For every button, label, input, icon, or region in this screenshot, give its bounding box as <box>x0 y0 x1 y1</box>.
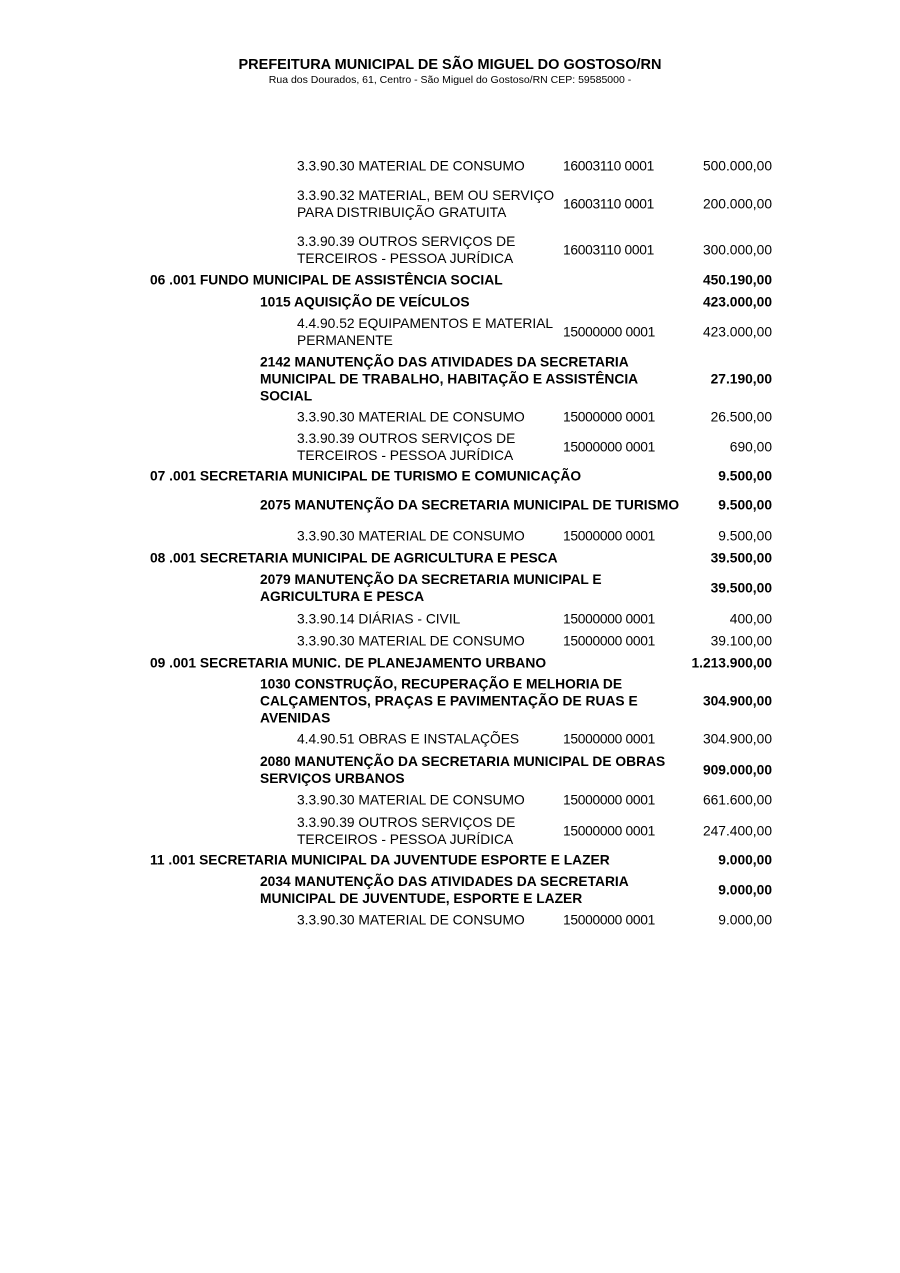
row-source: 15000000 0001 <box>563 611 656 626</box>
row-source: 15000000 0001 <box>563 731 656 747</box>
table-row <box>0 313 900 351</box>
row-value: 9.500,00 <box>718 468 772 484</box>
table-row <box>0 231 900 269</box>
table-row <box>0 406 900 428</box>
row-description: 4.4.90.52 EQUIPAMENTOS E MATERIAL PERMANENTE <box>297 316 553 348</box>
row-value: 423.000,00 <box>702 324 772 340</box>
row-description: 3.3.90.32 MATERIAL, BEM OU SERVIÇO PARA DISTRIBUIÇÃO GRATUITA <box>297 188 555 220</box>
row-value: 423.000,00 <box>702 294 772 310</box>
row-value: 39.100,00 <box>710 633 772 649</box>
document-header <box>0 56 900 87</box>
table-row <box>0 630 900 652</box>
table-row <box>0 652 900 673</box>
table-row <box>0 728 900 750</box>
table-row <box>0 750 900 789</box>
row-source: 15000000 0001 <box>563 823 656 838</box>
row-description: 4.4.90.51 OBRAS E INSTALAÇÕES <box>297 731 520 747</box>
row-description: 3.3.90.39 OUTROS SERVIÇOS DE TERCEIROS - PESSOA JURÍDICA <box>297 431 516 463</box>
table-row <box>0 811 900 850</box>
row-source: 15000000 0001 <box>563 439 656 455</box>
row-source: 15000000 0001 <box>563 633 656 649</box>
table-row <box>0 269 900 291</box>
row-source: 15000000 0001 <box>563 792 656 808</box>
row-description: 11 .001 SECRETARIA MUNICIPAL DA JUVENTUDE ESPORTE E LAZER <box>150 852 610 868</box>
row-description: 1015 AQUISIÇÃO DE VEÍCULOS <box>260 294 470 310</box>
row-source: 16003110 0001 <box>563 242 654 258</box>
table-row <box>0 524 900 547</box>
row-description: 2075 MANUTENÇÃO DA SECRETARIA MUNICIPAL DE TURISMO <box>260 497 680 513</box>
table-row <box>0 351 900 406</box>
row-source: 15000000 0001 <box>563 324 656 340</box>
table-row <box>0 870 900 909</box>
row-value: 9.000,00 <box>718 852 772 868</box>
row-description: 3.3.90.30 MATERIAL DE CONSUMO <box>297 633 525 649</box>
table-row <box>0 607 900 630</box>
row-value: 304.900,00 <box>702 693 772 708</box>
row-value: 247.400,00 <box>702 823 772 838</box>
row-description: 3.3.90.30 MATERIAL DE CONSUMO <box>297 912 525 928</box>
row-description: 3.3.90.30 MATERIAL DE CONSUMO <box>297 158 525 173</box>
row-description: 3.3.90.39 OUTROS SERVIÇOS DE TERCEIROS - PESSOA JURÍDICA <box>297 814 516 847</box>
row-description: 2142 MANUTENÇÃO DAS ATIVIDADES DA SECRETARIA MUNICIPAL DE TRABALHO, HABITAÇÃO E ASSISTÊNCIA SOCIAL <box>260 354 638 403</box>
row-description: 07 .001 SECRETARIA MUNICIPAL DE TURISMO E COMUNICAÇÃO <box>150 468 582 484</box>
table-row <box>0 850 900 870</box>
table-row <box>0 909 900 931</box>
row-value: 9.500,00 <box>718 528 772 543</box>
table-row <box>0 428 900 466</box>
row-source: 15000000 0001 <box>563 409 656 425</box>
row-value: 661.600,00 <box>702 792 772 808</box>
row-description: 1030 CONSTRUÇÃO, RECUPERAÇÃO E MELHORIA DE CALÇAMENTOS, PRAÇAS E PAVIMENTAÇÃO DE RUAS E AVENIDAS <box>260 676 638 725</box>
row-description: 3.3.90.30 MATERIAL DE CONSUMO <box>297 528 525 543</box>
table-row <box>0 291 900 313</box>
row-source: 16003110 0001 <box>563 158 654 173</box>
row-description: 08 .001 SECRETARIA MUNICIPAL DE AGRICULTURA E PESCA <box>150 550 558 565</box>
row-value: 450.190,00 <box>702 272 772 288</box>
row-description: 09 .001 SECRETARIA MUNIC. DE PLANEJAMENTO URBANO <box>150 655 547 670</box>
page-title: PREFEITURA MUNICIPAL DE SÃO MIGUEL DO GOSTOSO/RN <box>238 57 662 73</box>
table-row <box>0 568 900 607</box>
row-value: 500.000,00 <box>702 158 772 173</box>
row-value: 304.900,00 <box>702 731 772 747</box>
row-value: 27.190,00 <box>710 371 772 386</box>
row-description: 06 .001 FUNDO MUNICIPAL DE ASSISTÊNCIA SOCIAL <box>150 272 503 288</box>
row-source: 16003110 0001 <box>563 196 654 212</box>
row-value: 400,00 <box>729 611 772 626</box>
table-row <box>0 177 900 231</box>
row-value: 909.000,00 <box>702 762 772 777</box>
table-row <box>0 789 900 811</box>
row-description: 3.3.90.14 DIÁRIAS - CIVIL <box>297 611 461 626</box>
row-value: 300.000,00 <box>702 242 772 258</box>
row-source: 15000000 0001 <box>563 912 656 928</box>
budget-table <box>0 154 900 931</box>
row-value: 690,00 <box>729 439 772 455</box>
table-row <box>0 466 900 486</box>
row-source: 15000000 0001 <box>563 528 656 543</box>
table-row <box>0 486 900 524</box>
row-value: 200.000,00 <box>702 196 772 212</box>
row-value: 9.000,00 <box>718 882 772 897</box>
table-row <box>0 673 900 728</box>
row-value: 9.500,00 <box>718 497 772 513</box>
row-description: 3.3.90.39 OUTROS SERVIÇOS DE TERCEIROS - PESSOA JURÍDICA <box>297 234 516 266</box>
row-description: 3.3.90.30 MATERIAL DE CONSUMO <box>297 792 525 808</box>
header-address: Rua dos Dourados, 61, Centro - São Miguel do Gostoso/RN CEP: 59585000 - <box>268 74 632 86</box>
row-value: 9.000,00 <box>718 912 772 928</box>
row-description: 2079 MANUTENÇÃO DA SECRETARIA MUNICIPAL E AGRICULTURA E PESCA <box>260 571 602 604</box>
row-description: 2034 MANUTENÇÃO DAS ATIVIDADES DA SECRETARIA MUNICIPAL DE JUVENTUDE, ESPORTE E LAZER <box>260 873 629 906</box>
row-value: 39.500,00 <box>710 550 772 565</box>
row-value: 1.213.900,00 <box>691 655 772 670</box>
table-row <box>0 154 900 177</box>
row-value: 39.500,00 <box>710 580 772 595</box>
row-value: 26.500,00 <box>710 409 772 425</box>
row-description: 3.3.90.30 MATERIAL DE CONSUMO <box>297 409 525 425</box>
row-description: 2080 MANUTENÇÃO DA SECRETARIA MUNICIPAL DE OBRAS SERVIÇOS URBANOS <box>260 753 666 786</box>
table-row <box>0 547 900 568</box>
